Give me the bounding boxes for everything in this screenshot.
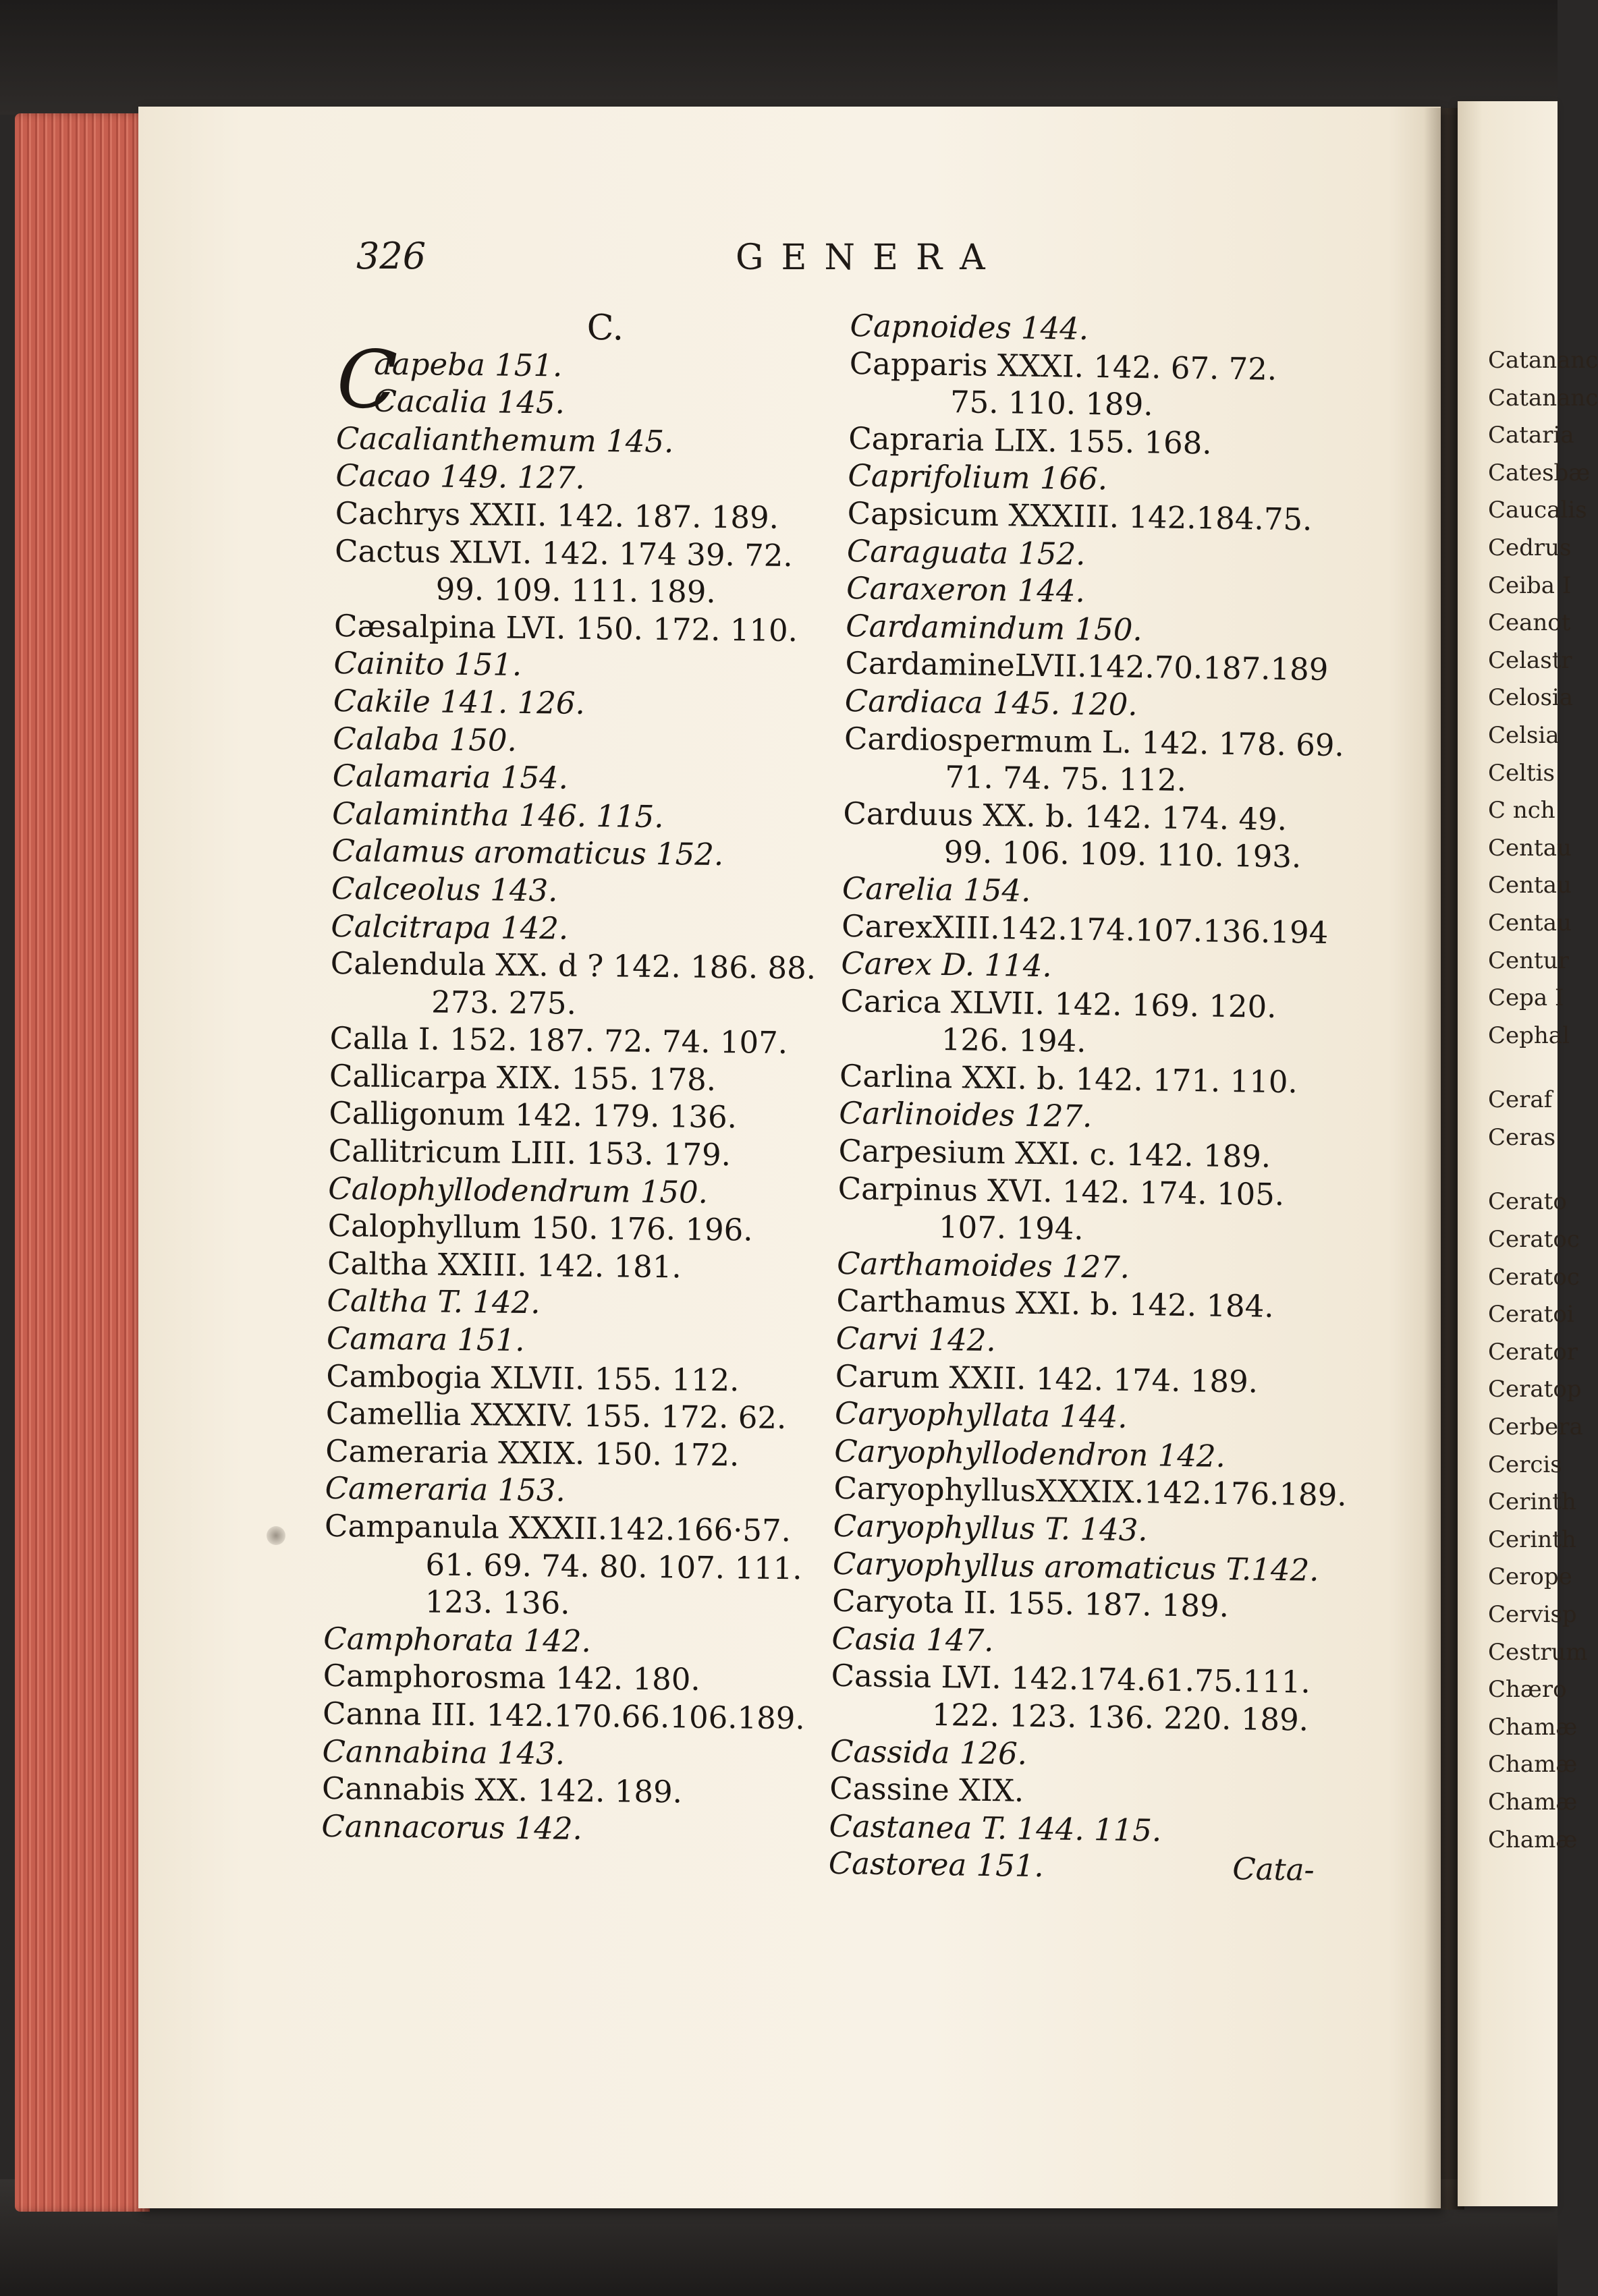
index-entry bbox=[328, 1170, 842, 1213]
index-entry-text: Casia 147. bbox=[831, 1620, 994, 1658]
index-entry-text: Caraxeron 144. bbox=[846, 570, 1086, 610]
facing-page-entry: Ceratoc bbox=[1488, 1226, 1580, 1254]
index-entry bbox=[846, 569, 1360, 614]
facing-page-entry: Centau bbox=[1488, 834, 1572, 862]
facing-page-entry: Cercis bbox=[1488, 1451, 1562, 1478]
book-fore-edge bbox=[15, 113, 150, 2212]
index-entry-text: 61. 69. 74. 80. 107. 111. bbox=[425, 1546, 802, 1586]
index-entry bbox=[332, 795, 846, 838]
facing-page-entry: Cedrus bbox=[1488, 534, 1572, 561]
index-entry-text: Cactus XLVI. 142. 174 39. 72. bbox=[334, 532, 793, 573]
index-entry bbox=[329, 1132, 842, 1175]
index-entry-text: Carthamus XXI. b. 142. 184. bbox=[836, 1283, 1275, 1325]
index-entry bbox=[835, 1395, 1348, 1439]
index-entry bbox=[322, 1770, 835, 1813]
index-entry bbox=[841, 945, 1354, 989]
index-entry bbox=[324, 1544, 837, 1588]
facing-page-entry: Ceanot bbox=[1488, 609, 1571, 637]
index-entry-text: Camellia XXXIV. 155. 172. 62. bbox=[325, 1395, 787, 1436]
index-entry-text: Castorea 151. bbox=[828, 1845, 1045, 1884]
index-entry bbox=[333, 644, 847, 688]
facing-page-entry: Chamæ bbox=[1488, 1826, 1578, 1853]
index-entry-text: 122. 123. 136. 220. 189. bbox=[931, 1696, 1309, 1738]
index-entry-text: Callitricum LIII. 153. 179. bbox=[328, 1132, 732, 1173]
index-entry bbox=[323, 1657, 836, 1700]
index-entry-text: Calaba 150. bbox=[333, 720, 518, 758]
drop-cap: C bbox=[336, 332, 398, 426]
index-entry bbox=[327, 1320, 840, 1363]
index-entry bbox=[837, 1170, 1351, 1214]
index-entry bbox=[335, 457, 849, 500]
index-entry bbox=[323, 1620, 837, 1663]
index-entry bbox=[840, 982, 1354, 1027]
index-entry bbox=[833, 1507, 1346, 1552]
left-index-column bbox=[321, 307, 850, 1850]
index-entry-text: Carlinoides 127. bbox=[838, 1095, 1093, 1135]
facing-page-entry: Ceraf bbox=[1488, 1086, 1553, 1114]
index-entry-text: Caryophyllata 144. bbox=[834, 1395, 1128, 1436]
index-entry bbox=[849, 345, 1362, 389]
index-entry-text: 273. 275. bbox=[431, 984, 577, 1021]
facing-page-entry: C nch bbox=[1488, 797, 1555, 824]
facing-page-entry: Cestrum bbox=[1488, 1638, 1588, 1666]
index-entry bbox=[831, 1657, 1344, 1702]
background-top bbox=[0, 0, 1558, 115]
index-entry-text: Calceolus 143. bbox=[331, 870, 558, 909]
facing-page-entry: Catananc bbox=[1488, 384, 1598, 412]
facing-page-entry: Catesbæ bbox=[1488, 459, 1591, 486]
index-entry bbox=[330, 982, 844, 1026]
index-entry-text: Capnoides 144. bbox=[850, 307, 1089, 347]
index-entry bbox=[326, 1357, 839, 1401]
index-entry bbox=[321, 1808, 835, 1851]
index-entry bbox=[329, 1057, 843, 1100]
index-entry bbox=[332, 757, 846, 800]
index-entry-text: Cacalianthemum 145. bbox=[335, 420, 674, 460]
index-entry-text: Cambogia XLVII. 155. 112. bbox=[326, 1357, 740, 1398]
index-entry bbox=[326, 1395, 839, 1438]
index-entry bbox=[847, 495, 1360, 539]
index-entry-text: Cassia LVI. 142.174.61.75.111. bbox=[831, 1658, 1311, 1701]
index-entry bbox=[335, 532, 848, 576]
facing-page-entry: Celastr bbox=[1488, 646, 1572, 674]
index-entry-text: 71. 74. 75. 112. bbox=[944, 759, 1187, 799]
facing-page-entries bbox=[1488, 344, 1598, 1861]
index-entry-text: Cainito 151. bbox=[333, 645, 522, 683]
index-entry-text: Cameraria XXIX. 150. 172. bbox=[325, 1432, 740, 1474]
facing-page-entry: Chamæ bbox=[1488, 1788, 1578, 1816]
index-entry-text: Calamaria 154. bbox=[332, 758, 569, 796]
index-entry-text: Carpesium XXI. c. 142. 189. bbox=[838, 1132, 1271, 1175]
index-entry bbox=[324, 1582, 837, 1625]
index-entry-text: Caryophyllus aromaticus T.142. bbox=[832, 1545, 1319, 1588]
index-entry-text: 123. 136. bbox=[424, 1584, 570, 1621]
index-entry bbox=[327, 1245, 841, 1288]
index-entry-text: CaryophyllusXXXIX.142.176.189. bbox=[833, 1470, 1348, 1513]
index-entry bbox=[828, 1845, 1342, 1889]
facing-page-entry: Cataria bbox=[1488, 422, 1574, 449]
facing-page-entry: Cerinth bbox=[1488, 1525, 1576, 1553]
index-entry-text: Caryota II. 155. 187. 189. bbox=[831, 1583, 1230, 1625]
index-entry-text: Calamintha 146. 115. bbox=[331, 795, 664, 835]
index-entry-text: Calla I. 152. 187. 72. 74. 107. bbox=[329, 1020, 788, 1061]
index-entry-text: Cassine XIX. bbox=[829, 1770, 1024, 1809]
index-entry bbox=[329, 1094, 842, 1138]
facing-page-entry: Catananc bbox=[1488, 347, 1598, 374]
facing-page-entry bbox=[1488, 1158, 1562, 1185]
facing-page-entry: Chamæ bbox=[1488, 1713, 1578, 1741]
facing-page-entry: Cervisp bbox=[1488, 1601, 1577, 1628]
facing-page-entry: Ceiba I bbox=[1488, 571, 1572, 599]
index-entry bbox=[333, 719, 846, 762]
ink-smudge bbox=[267, 1526, 285, 1545]
index-entry-text: aapeba 151. bbox=[373, 345, 563, 384]
page-number: 326 bbox=[356, 235, 426, 277]
index-entry bbox=[329, 1019, 843, 1063]
facing-page-entry: Cerbera bbox=[1488, 1413, 1583, 1441]
facing-page-entry: Cephal bbox=[1488, 1021, 1570, 1049]
index-entry-text: Cakile 141. 126. bbox=[333, 682, 586, 721]
index-entry bbox=[334, 569, 848, 613]
index-entry-text: 107. 194. bbox=[938, 1209, 1084, 1248]
catchword: Cata- bbox=[1232, 1851, 1315, 1888]
index-entry-text: Cacao 149. 127. bbox=[335, 457, 586, 497]
facing-page-entry: Centau bbox=[1488, 872, 1572, 899]
index-entry-text: Calcitrapa 142. bbox=[331, 907, 569, 947]
facing-page-entry: Cerato bbox=[1488, 1188, 1567, 1216]
section-heading: C. bbox=[586, 307, 624, 349]
index-entry-text: Cannabis XX. 142. 189. bbox=[321, 1770, 683, 1810]
index-entry bbox=[850, 307, 1363, 352]
index-entry bbox=[325, 1507, 838, 1550]
index-entry bbox=[331, 945, 844, 988]
facing-page-entry: Ceratop bbox=[1488, 1376, 1582, 1403]
facing-page-entry bbox=[1488, 1057, 1562, 1084]
facing-page-entry: Centau bbox=[1488, 909, 1572, 936]
index-entry bbox=[829, 1770, 1343, 1814]
index-entry-text: Canna III. 142.170.66.106.189. bbox=[322, 1695, 806, 1737]
index-entry bbox=[331, 870, 845, 913]
facing-page-entry: Chamæ bbox=[1488, 1751, 1578, 1779]
facing-page-entry: Celsia bbox=[1488, 721, 1560, 749]
index-entry-text: Cardamindum 150. bbox=[846, 607, 1143, 648]
index-entry bbox=[333, 682, 847, 725]
index-entry-text: Cachrys XXII. 142. 187. 189. bbox=[335, 495, 779, 536]
index-entry-text: Carelia 154. bbox=[842, 870, 1031, 909]
index-entry bbox=[325, 1469, 838, 1513]
index-entry bbox=[322, 1732, 835, 1775]
index-entry-text: Caraguata 152. bbox=[846, 532, 1086, 572]
index-entry bbox=[844, 682, 1358, 727]
index-entry-text: Calophyllum 150. 176. 196. bbox=[327, 1208, 753, 1248]
facing-page-entry: Ceratoc bbox=[1488, 1263, 1580, 1291]
index-entry bbox=[835, 1320, 1349, 1364]
index-entry bbox=[327, 1282, 840, 1325]
index-entry-text: Carduus XX. b. 142. 174. 49. bbox=[843, 795, 1288, 837]
index-entry bbox=[323, 1695, 836, 1738]
index-entry bbox=[832, 1582, 1346, 1627]
index-entry-text: Carum XXII. 142. 174. 189. bbox=[835, 1357, 1259, 1400]
index-entry-text: 99. 109. 111. 189. bbox=[435, 571, 716, 611]
index-entry-text: Castanea T. 144. 115. bbox=[829, 1808, 1162, 1849]
index-entry-text: Caltha XXIII. 142. 181. bbox=[327, 1245, 682, 1285]
index-entry-text: Camphorosma 142. 180. bbox=[323, 1658, 701, 1698]
index-entry-text: Caryophyllus T. 143. bbox=[833, 1507, 1148, 1548]
index-entry-text: Carvi 142. bbox=[835, 1320, 997, 1359]
index-entry bbox=[336, 382, 850, 425]
facing-page-entry: Ceras bbox=[1488, 1123, 1556, 1151]
facing-page-entry: Cerope bbox=[1488, 1563, 1572, 1591]
facing-page-entry: Centur bbox=[1488, 947, 1569, 974]
page-title: GENERA bbox=[736, 237, 1003, 278]
index-entry-text: Caprifolium 166. bbox=[848, 457, 1108, 497]
facing-page-entry: Caucalis bbox=[1488, 497, 1587, 524]
index-entry-text: Cannacorus 142. bbox=[321, 1808, 583, 1847]
index-entry-text: Camphorata 142. bbox=[323, 1620, 592, 1659]
facing-page-entry: Chæro bbox=[1488, 1676, 1567, 1704]
index-entry bbox=[334, 607, 848, 650]
index-entry-text: Campanula XXXII.142.166·57. bbox=[324, 1507, 792, 1549]
index-entry bbox=[838, 1132, 1352, 1177]
index-entry-text: Carica XLVII. 142. 169. 120. bbox=[840, 982, 1277, 1025]
index-entry bbox=[325, 1432, 839, 1476]
index-entry bbox=[844, 719, 1358, 764]
index-entry bbox=[331, 832, 845, 875]
right-index-column bbox=[828, 307, 1363, 1889]
index-entry bbox=[331, 907, 844, 950]
facing-page-entry: Cerator bbox=[1488, 1338, 1578, 1366]
index-entry-text: Calophyllodendrum 150. bbox=[328, 1170, 709, 1210]
index-entry-text: 99. 106. 109. 110. 193. bbox=[943, 834, 1302, 875]
index-entry-text: Carpinus XVI. 142. 174. 105. bbox=[837, 1170, 1285, 1212]
index-entry-text: CarexXIII.142.174.107.136.194 bbox=[841, 907, 1329, 951]
index-entry-text: Caryophyllodendron 142. bbox=[833, 1432, 1226, 1474]
facing-page-entry: Cerinth bbox=[1488, 1488, 1576, 1516]
index-entry-text: Calligonum 142. 179. 136. bbox=[329, 1095, 738, 1136]
index-entry-text: Carthamoides 127. bbox=[836, 1245, 1130, 1285]
index-entry-text: Capparis XXXI. 142. 67. 72. bbox=[849, 345, 1277, 387]
index-entry-text: 75. 110. 189. bbox=[949, 384, 1153, 423]
facing-page-entry: Celtis bbox=[1488, 759, 1555, 787]
index-entry-text: Calendula XX. d ? 142. 186. 88. bbox=[330, 945, 817, 986]
index-entry-text: Calamus aromaticus 152. bbox=[331, 833, 724, 873]
index-entry-text: Cæsalpina LVI. 150. 172. 110. bbox=[333, 607, 798, 648]
index-entry-text: Cannabina 143. bbox=[322, 1733, 566, 1772]
index-entry-text: Carex D. 114. bbox=[841, 945, 1053, 984]
index-entry-text: Capraria LIX. 155. 168. bbox=[848, 420, 1213, 461]
index-entry-text: Camara 151. bbox=[326, 1320, 525, 1359]
index-entry-text: Callicarpa XIX. 155. 178. bbox=[329, 1057, 717, 1098]
index-entry bbox=[843, 795, 1356, 839]
index-entry-text: Capsicum XXXIII. 142.184.75. bbox=[847, 495, 1313, 538]
index-entry bbox=[336, 420, 850, 463]
index-entry-text: Cassida 126. bbox=[829, 1733, 1028, 1772]
index-entry-text: Carlina XXI. b. 142. 171. 110. bbox=[839, 1057, 1298, 1100]
index-entry-text: Cameraria 153. bbox=[325, 1470, 566, 1509]
facing-page-entry: Ceratoi bbox=[1488, 1301, 1574, 1328]
index-entry-text: 126. 194. bbox=[941, 1021, 1086, 1060]
index-entry-text: Cacalia 145. bbox=[373, 383, 566, 421]
index-entry-text: Caltha T. 142. bbox=[327, 1283, 541, 1321]
index-entry-text: Cardiospermum L. 142. 178. 69. bbox=[844, 720, 1345, 763]
index-entry bbox=[842, 870, 1356, 914]
index-entry bbox=[327, 1207, 841, 1250]
facing-page-entry: Celosia bbox=[1488, 684, 1574, 712]
index-entry-text: CardamineLVII.142.70.187.189 bbox=[845, 645, 1329, 688]
facing-page-entry: Cepa I bbox=[1488, 984, 1564, 1012]
index-entry-text: Cardiaca 145. 120. bbox=[844, 682, 1138, 723]
index-entry bbox=[335, 495, 849, 538]
